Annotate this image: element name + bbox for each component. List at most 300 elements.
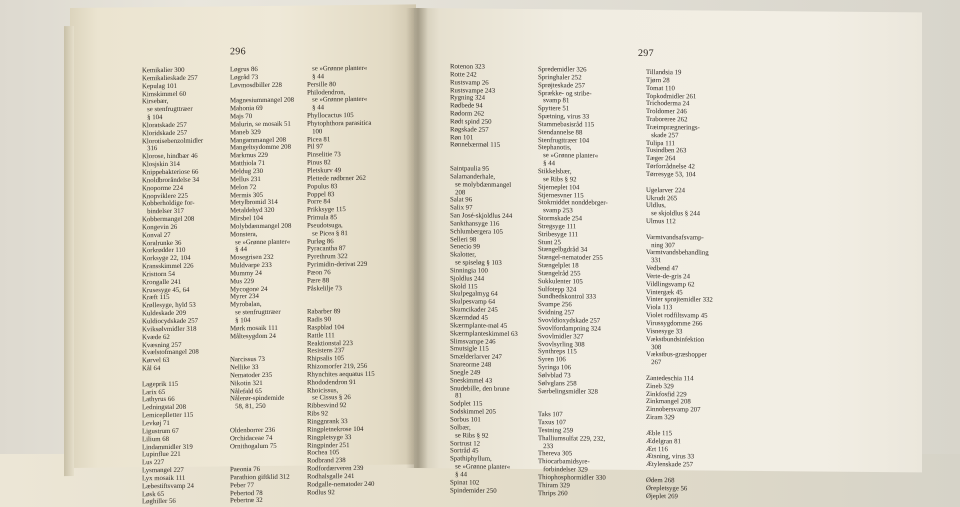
index-entry: Stængelbgdråd 34 [538,246,588,254]
index-entry: Metylbromid 314 [230,199,278,207]
index-entry: Snudebille, den brune [450,384,510,393]
index-entry: Krusesyge 45, 64 [142,286,190,294]
index-entry: Spyttere 51 [538,105,570,113]
index-entry: § 104 [230,317,251,325]
index-entry: Lyx mosaik 111 [142,474,186,483]
index-entry: Krongalle 241 [142,278,182,287]
index-entry: Sinningia 100 [450,267,488,275]
index-entry: Krøllesyge, hyld 53 [142,301,196,310]
index-entry: Senecio 99 [450,243,481,251]
index-entry: se »Grønne planter« [450,463,511,471]
index-entry: Løsk 65 [142,490,165,498]
index-entry: Traboreree 262 [646,116,688,124]
index-entry: Tjørn 28 [646,76,670,85]
right-page [414,8,922,500]
index-column-right-2 [538,66,608,498]
index-entry: Rygning 324 [450,94,486,102]
index-entry: Skalotter, [450,251,476,259]
index-entry: se »Grønne planter« [307,96,368,104]
index-entry: Ringpinder 251 [307,441,350,450]
index-entry: Påskelilje 73 [307,284,342,293]
index-entry: Larix 65 [142,388,166,396]
index-entry: Salamanderhale, [450,173,496,181]
index-entry: § 44 [307,73,324,81]
index-entry: Picea 81 [307,135,331,144]
index-entry: Løvmosdbiller 228 [230,81,282,90]
index-entry: Ringpletsyge 33 [307,433,352,442]
index-entry: Kræft 115 [142,294,170,302]
index-entry: se Cissus § 26 [307,394,351,402]
index-entry: Thereva 305 [538,450,573,458]
index-entry: Varmtvandsafsvamp- [646,233,704,242]
index-entry: Oldenborrer 236 [230,426,276,435]
index-entry: Klosjskin 314 [142,160,180,169]
index-entry: Kuldiocydskade 257 [142,317,199,326]
index-entry: se molybdænmangel [450,180,512,189]
index-entry: Kongevin 26 [142,223,178,232]
index-entry: Røgskade 257 [450,126,489,134]
index-entry: Plettede rødbrner 262 [307,174,366,183]
index-entry: Pletskurv 49 [307,167,342,175]
index-entry: Rodhalsgalle 241 [307,472,355,481]
index-entry: Thrips 260 [538,489,568,497]
index-entry: Salat 96 [450,196,473,204]
index-entry: Sodskimmel 205 [450,408,496,416]
index-entry: Vinter sprøjtemidler 332 [646,296,713,305]
index-entry: Pseudotsuga, [307,222,343,230]
index-entry: 208 [450,188,466,196]
index-entry: Særbelingsmidler 328 [538,387,598,396]
index-entry: Sorbus 101 [450,416,481,424]
index-entry: Raspblad 104 [307,323,345,332]
index-entry: Sjoldlus 244 [450,275,485,283]
index-entry: Spinat 102 [450,479,480,487]
index-entry: Mus 229 [230,277,254,286]
index-entry: se stenfrugttræer [230,308,281,317]
index-entry: svamp 81 [538,97,570,105]
index-entry: Rustsvampe 243 [450,86,496,95]
index-entry: Springhaler 252 [538,73,582,82]
index-entry: Stregsyge 111 [538,222,577,231]
index-entry: Sneskimmel 43 [450,377,493,385]
index-entry: ning 307 [646,241,676,249]
index-entry: Klorose, hindbær 46 [142,152,198,161]
index-entry: Ætylenskade 257 [646,461,694,469]
index-entry: Thiocarbamidsyre- [538,458,590,466]
index-entry: Sortrust 12 [450,439,481,448]
index-entry: Porre 84 [307,198,331,206]
index-entry: Rødt spind 250 [450,118,492,126]
index-entry: Thalliumsulfat 229, 232, [538,434,606,443]
index-entry: se spiseløg § 103 [450,259,502,267]
index-entry: Persille 80 [307,80,336,89]
index-entry: Phyllocactus 105 [307,112,354,120]
index-entry: Måltesygdom 24 [230,332,276,341]
index-entry: Løgråd 73 [230,73,259,82]
index-entry: Saintpaulia 95 [450,165,490,173]
index-entry: Nematoder 235 [230,371,273,380]
index-entry: Kobbermangel 208 [142,215,195,224]
index-entry: Rattle 111 [307,331,335,340]
index-entry: Ulmus 112 [646,218,676,226]
index-entry: Kørvel 63 [142,357,170,365]
index-entry: Mycogone 24 [230,285,268,293]
index-column-right-1 [450,63,518,495]
index-entry: § 44 [230,246,247,254]
index-entry: Rødbede 94 [450,102,483,110]
index-entry: Kvæde 62 [142,333,170,341]
index-column-left-2 [230,66,294,506]
index-entry: se Picea § 81 [307,229,348,238]
index-entry: Tæger 264 [646,155,676,163]
index-entry: Stikkelsbær, [538,168,572,176]
index-entry: Svidning 257 [538,309,575,317]
index-entry: Rodgalle-nematoder 240 [307,480,375,489]
index-entry: Koralrunke 36 [142,239,182,247]
index-entry: se stenfrugttræer [142,105,193,114]
index-entry: Salix 97 [450,204,473,212]
index-entry: Spredemidler 326 [538,66,587,74]
index-entry: Majs 70 [230,113,253,121]
index-entry: Sukkulenter 105 [538,277,583,286]
index-entry: Kepulag 101 [142,82,177,90]
index-entry: Pære 88 [307,277,330,285]
index-entry: Sodplet 115 [450,400,483,408]
index-entry: 331 [646,257,662,265]
index-entry: Sprække- og stribe- [538,89,592,98]
index-entry: 81 [450,392,462,400]
index-entry: Ædelgran 81 [646,437,681,445]
index-entry: Ribs 92 [307,410,328,418]
index-entry: Sprøjteskade 257 [538,81,586,90]
index-entry: Ødem 268 [646,476,675,485]
index-entry: Monstera, [230,230,258,239]
index-entry: Stjernesvner 115 [538,191,584,199]
index-entry: Røn 101 [450,133,474,142]
index-entry: Zinkmangel 208 [646,398,691,406]
index-entry: Purløg 86 [307,237,334,246]
index-entry: § 44 [450,471,467,479]
index-entry: Ligustrum 67 [142,427,179,436]
index-entry: Stængel-nematoder 255 [538,254,603,262]
index-entry: Tomat 110 [646,84,675,92]
index-entry: Resistens 237 [307,347,345,355]
index-entry: Stormskade 254 [538,215,582,223]
index-entry: Snegle 249 [450,369,481,377]
index-entry: Ledningstal 208 [142,404,186,412]
index-entry: Kransskimmel 226 [142,262,194,271]
index-entry: Pebertod 78 [230,489,263,497]
index-entry: Ringpletnekrose 104 [307,425,364,434]
index-entry: Lindammidler 319 [142,443,193,451]
index-entry: Spathiphyllum, [450,455,492,463]
index-entry: Philodendron, [307,88,346,97]
index-entry: Selleri 98 [450,235,477,244]
index-entry: Rhipsalis 105 [307,355,345,363]
index-entry: Virussygdomme 266 [646,320,703,328]
index-entry: Taks 107 [538,411,563,419]
index-entry: Rhizomorfer 219, 256 [307,362,368,371]
index-entry: Myrobalan, [230,301,262,309]
index-entry: 233 [538,442,554,450]
index-entry: Knoldbroråndelse 34 [142,176,200,185]
index-entry: Skærmplanteskimmel 63 [450,330,518,338]
index-entry: Testning 259 [538,426,574,435]
index-entry: Lemiceplletter 115 [142,411,194,420]
index-entry: 316 [142,145,158,153]
index-entry: Skulpegalmyg 64 [450,290,498,299]
index-entry: se Ribs § 92 [450,431,489,440]
index-entry: Træimprægnerings- [646,123,700,132]
index-entry: Rabarber 89 [307,308,341,316]
index-entry: Vintergæk 45 [646,288,683,296]
index-entry: Rodfordærveren 239 [307,464,364,473]
index-entry: Sortråd 45 [450,447,479,455]
index-entry: Lysmangel 227 [142,466,184,475]
index-entry: Levkøj 71 [142,419,170,428]
index-entry: se »Grønne planter« [538,152,599,160]
index-entry: Reaktionstal 223 [307,339,353,348]
index-entry: Troldomer 246 [646,108,687,116]
index-entry: Kemikalieskade 257 [142,74,198,83]
index-entry: Molybdænmangel 208 [230,222,292,231]
index-entry: Løgrus 86 [230,66,258,74]
index-entry: Vækstbundsinfektion [646,335,705,344]
index-entry: § 44 [538,160,555,168]
index-entry: Knippebakteriose 66 [142,168,199,177]
index-entry: Varmtvandsbehandling [646,249,709,257]
index-entry: Rodbrand 238 [307,457,346,465]
index-entry: Lathyrus 66 [142,396,175,404]
page-number-right: 297 [638,47,654,60]
index-entry: Nellike 33 [230,364,259,372]
index-entry: § 44 [307,104,324,112]
index-entry: Pil 97 [307,143,324,151]
index-entry: Konval 27 [142,231,171,239]
index-entry: Stængelplet 18 [538,262,579,270]
index-entry: Taxus 107 [538,419,567,427]
index-entry: Syringa 106 [538,364,572,372]
index-entry: Tørforrådnelse 42 [646,163,695,171]
index-entry: Magnesiummangel 208 [230,97,294,105]
index-entry: Myrer 234 [230,293,259,301]
index-entry: Kimskimmel 60 [142,90,186,98]
index-entry: Kuldeskade 209 [142,309,186,318]
index-entry: se skjoldlus § 244 [646,210,701,218]
index-entry: Skold 115 [450,282,478,291]
index-entry: Markmus 229 [230,152,268,160]
index-entry: Kviksølvmidler 318 [142,325,197,334]
index-entry: Kvælstofmangel 208 [142,349,199,357]
index-entry: Tusindben 263 [646,147,687,155]
page-number-left: 296 [230,46,246,58]
index-entry: Ært 116 [646,445,668,453]
index-entry: Stjerneplet 104 [538,183,580,192]
index-entry: Stammebasisråd 115 [538,120,595,129]
index-entry: Korkrødder 110 [142,247,186,255]
index-entry: Thiophosphormidler 330 [538,473,606,482]
index-entry: Pyrimidin-derivat 229 [307,260,368,269]
index-entry: forbindelser 329 [538,466,588,474]
index-entry: Stendannelse 88 [538,128,583,137]
index-entry: Solbær, [450,424,471,432]
index-entry: Pinus 82 [307,159,331,167]
index-entry: Trichoderma 24 [646,100,690,108]
index-entry: Lupinflue 221 [142,451,181,459]
index-entry: Ringgnrank 33 [307,418,348,426]
index-entry: Skumcikader 245 [450,306,498,314]
index-entry: Rønnebærmøl 115 [450,141,501,150]
index-entry: Meldug 230 [230,167,264,176]
index-column-left-3 [307,65,375,497]
index-entry: Mellus 231 [230,175,261,184]
index-entry: Schlumbergera 105 [450,228,503,236]
index-entry: Thiram 329 [538,481,570,490]
index-entry: Visnesyge 33 [646,327,683,336]
index-entry: Kemikalier 300 [142,66,185,75]
index-entry: Uldlus, [646,202,666,210]
index-entry: Læbestiftsvamp 24 [142,482,194,490]
index-entry: Lilium 68 [142,435,169,443]
index-entry: Stunt 25 [538,238,561,246]
index-entry: Pebertræ 32 [230,497,263,505]
index-entry: Spindemider 250 [450,486,497,495]
index-entry: Svampe 256 [538,301,572,309]
index-entry: Rochea 105 [307,449,340,457]
index-entry: Løghiller 56 [142,498,176,506]
index-entry: Korksyge 22, 104 [142,254,191,263]
index-entry: Svovlfordampning 324 [538,324,601,333]
book-spread [70,8,922,506]
index-entry: Melon 72 [230,183,257,191]
index-entry: Radis 90 [307,316,331,324]
index-entry: Kloratskade 257 [142,121,187,130]
index-entry: Zinkfosfid 229 [646,390,687,398]
index-entry: 308 [646,343,662,351]
index-entry: Skærmplante-møl 45 [450,322,508,330]
index-entry: Sundhedskontrol 333 [538,293,596,302]
book-gutter [406,8,428,468]
index-entry: Pinselitie 73 [307,151,341,159]
index-entry: Mahonia 69 [230,105,263,113]
index-entry: Viola 113 [646,304,673,312]
index-entry: Rustsvamp 26 [450,79,489,87]
index-entry: Sankthansyge 116 [450,220,500,228]
index-entry: Vildlingsvamp 62 [646,280,695,289]
index-entry: Parathion giftklid 312 [230,473,290,482]
index-entry: Svovlsyrling 308 [538,340,585,349]
index-entry: Ziram 329 [646,414,675,422]
index-entry: Nålerør-spindemide [230,395,285,403]
index-entry: Prikksyge 115 [307,206,346,214]
index-entry: Nålefald 65 [230,387,262,395]
index-entry: Tørresyge 53, 104 [646,170,696,179]
index-entry: Mosegrisen 232 [230,254,274,262]
index-entry: Topkodmidler 261 [646,92,697,100]
index-entry: Stokrniddet nonddebrger- [538,199,608,208]
index-entry: 58, 81, 250 [230,403,266,411]
index-entry: Mangeltsydomme 208 [230,144,291,152]
index-entry: Narcissus 73 [230,356,265,364]
index-entry: Kristtorn 54 [142,270,176,279]
index-entry: Malurin, se mosaik 51 [230,120,291,129]
index-entry: Lus 227 [142,459,165,467]
index-entry: svamp 253 [538,207,573,215]
index-entry: Kobberholdige for- [142,200,195,208]
index-entry: Peber 77 [230,481,254,490]
index-entry: Sølvglans 258 [538,379,577,388]
index-entry: Mermis 305 [230,191,264,199]
index-entry: Ugelarver 224 [646,186,686,195]
index-entry: Muldvarpe 233 [230,261,272,270]
index-entry: Paeonia 76 [230,466,261,474]
index-entry: Zantedeschia 114 [646,374,694,383]
index-entry: skade 257 [646,131,679,140]
index-entry: Smutsigle 115 [450,345,489,354]
index-entry: Metaldehyd 320 [230,207,275,215]
index-entry: Kloridskade 257 [142,129,188,137]
index-entry: Ørepletsyge 56 [646,484,688,493]
index-entry: Knoporme 224 [142,184,183,192]
index-entry: Sulfotepp 324 [538,285,577,294]
index-entry: Mirsbel 104 [230,215,264,223]
index-entry: Violet rodfiltsvamp 45 [646,312,708,320]
index-entry: Kirsebær, [142,98,169,106]
index-entry: Skulpesvamp 64 [450,298,496,307]
index-entry: Kvæsning 257 [142,341,182,349]
index-entry: Poppel 83 [307,190,335,199]
index-entry: Maneb 329 [230,128,261,137]
page-edge [64,26,74,476]
index-entry: 267 [646,359,662,367]
index-entry: Rotenon 323 [450,63,485,71]
index-entry: Rhoicissus, [307,386,339,395]
index-entry: Primula 85 [307,214,338,222]
left-page [70,4,416,506]
index-entry: Vækstbus-græshopper [646,351,707,359]
index-entry: 100 [307,128,323,136]
index-entry: se »Grønne planter« [230,238,291,246]
index-entry: Matthiola 71 [230,160,265,168]
index-entry: Klorotisebenzolmidler [142,137,204,145]
index-entry: se »Grønne planter« [307,64,368,73]
index-entry: Pæon 76 [307,269,331,277]
index-entry: Slimsvampe 246 [450,337,496,346]
index-entry: Rhynchites aequatus 115 [307,370,375,379]
index-entry: Rodlus 92 [307,488,335,497]
index-entry: Rotte 242 [450,71,477,79]
index-entry: Zineb 329 [646,382,674,391]
index-entry: Rhododendron 91 [307,378,356,387]
index-entry: Pyrethrum 322 [307,253,348,261]
index-entry: Nikotin 321 [230,379,263,388]
index-entry: Svovlmidler 327 [538,332,584,341]
index-entry: Ætsning, virus 33 [646,453,695,461]
index-entry: Smælderlarver 247 [450,353,502,361]
index-entry: § 104 [142,114,163,122]
index-entry: Syren 106 [538,356,566,364]
index-entry: Pyracantha 87 [307,245,346,253]
index-entry: Svovldioxydskade 257 [538,317,601,325]
index-entry: Stribesyge 111 [538,230,579,239]
index-entry: Snareorme 248 [450,361,492,369]
index-entry: Vedbend 47 [646,265,679,273]
index-entry: bindelser 317 [142,207,184,216]
index-entry: Mummy 24 [230,269,262,278]
index-entry: Orchidaceae 74 [230,434,273,442]
index-entry: Øjeplet 269 [646,492,678,500]
index-column-right-3 [646,69,713,501]
